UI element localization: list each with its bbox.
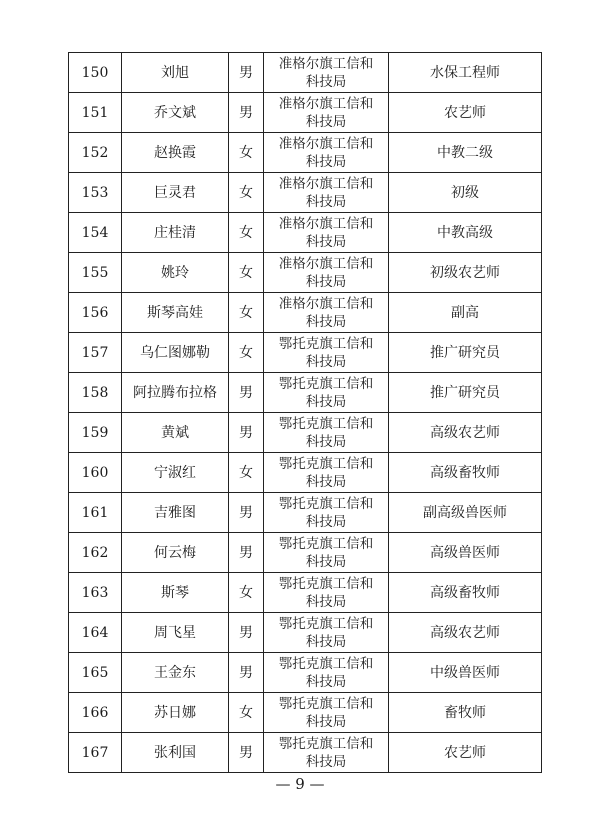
- row-number-cell: 166: [69, 693, 122, 733]
- row-number-cell: 159: [69, 413, 122, 453]
- organization-line-1: 鄂托克旗工信和: [278, 535, 374, 552]
- organization-line-1: 鄂托克旗工信和: [278, 455, 374, 472]
- table-row: [69, 733, 542, 773]
- organization-cell: [264, 413, 389, 453]
- name-cell: 苏日娜: [122, 693, 229, 733]
- organization-line-2: 科技局: [305, 393, 347, 410]
- gender-cell: 女: [229, 293, 264, 333]
- name-cell: 阿拉腾布拉格: [122, 373, 229, 413]
- organization-line-2: 科技局: [305, 513, 347, 530]
- row-number-cell: 157: [69, 333, 122, 373]
- name-cell: 王金东: [122, 653, 229, 693]
- professional-title-cell: 初级农艺师: [389, 253, 542, 293]
- row-number-cell: 161: [69, 493, 122, 533]
- organization-cell: [264, 373, 389, 413]
- gender-cell: 女: [229, 573, 264, 613]
- organization-line-1: 鄂托克旗工信和: [278, 335, 374, 352]
- table-row: [69, 613, 542, 653]
- gender-cell: 男: [229, 533, 264, 573]
- professional-title-cell: 副高级兽医师: [389, 493, 542, 533]
- organization-line-1: 鄂托克旗工信和: [278, 655, 374, 672]
- page-number: — 9 —: [275, 775, 325, 793]
- professional-title-cell: 高级畜牧师: [389, 573, 542, 613]
- name-cell: 斯琴: [122, 573, 229, 613]
- row-number-cell: 162: [69, 533, 122, 573]
- table-row: [69, 333, 542, 373]
- organization-cell: [264, 733, 389, 773]
- organization-line-1: 准格尔旗工信和: [278, 255, 374, 272]
- organization-line-2: 科技局: [305, 353, 347, 370]
- organization-line-1: 鄂托克旗工信和: [278, 495, 374, 512]
- table-row: [69, 573, 542, 613]
- organization-line-2: 科技局: [305, 673, 347, 690]
- professional-title-cell: 推广研究员: [389, 333, 542, 373]
- organization-line-1: 准格尔旗工信和: [278, 175, 374, 192]
- organization-line-2: 科技局: [305, 473, 347, 490]
- table-row: [69, 53, 542, 93]
- professional-title-cell: 副高: [389, 293, 542, 333]
- gender-cell: 男: [229, 733, 264, 773]
- table-row: [69, 93, 542, 133]
- gender-cell: 男: [229, 53, 264, 93]
- gender-cell: 女: [229, 133, 264, 173]
- table-row: [69, 693, 542, 733]
- row-number-cell: 156: [69, 293, 122, 333]
- organization-line-2: 科技局: [305, 273, 347, 290]
- organization-line-1: 鄂托克旗工信和: [278, 615, 374, 632]
- organization-cell: [264, 53, 389, 93]
- name-cell: 刘旭: [122, 53, 229, 93]
- row-number-cell: 160: [69, 453, 122, 493]
- gender-cell: 男: [229, 653, 264, 693]
- organization-cell: [264, 293, 389, 333]
- name-cell: 何云梅: [122, 533, 229, 573]
- organization-line-1: 鄂托克旗工信和: [278, 415, 374, 432]
- organization-line-1: 准格尔旗工信和: [278, 135, 374, 152]
- row-number-cell: 153: [69, 173, 122, 213]
- roster-table: [68, 52, 542, 773]
- organization-cell: [264, 213, 389, 253]
- table-row: [69, 413, 542, 453]
- organization-cell: [264, 173, 389, 213]
- organization-cell: [264, 253, 389, 293]
- row-number-cell: 152: [69, 133, 122, 173]
- gender-cell: 男: [229, 493, 264, 533]
- organization-line-2: 科技局: [305, 153, 347, 170]
- professional-title-cell: 水保工程师: [389, 53, 542, 93]
- gender-cell: 男: [229, 613, 264, 653]
- organization-line-2: 科技局: [305, 193, 347, 210]
- row-number-cell: 158: [69, 373, 122, 413]
- organization-cell: [264, 93, 389, 133]
- organization-cell: [264, 333, 389, 373]
- professional-title-cell: 高级农艺师: [389, 613, 542, 653]
- table-row: [69, 133, 542, 173]
- name-cell: 乔文斌: [122, 93, 229, 133]
- organization-line-1: 鄂托克旗工信和: [278, 735, 374, 752]
- gender-cell: 女: [229, 173, 264, 213]
- organization-line-2: 科技局: [305, 633, 347, 650]
- row-number-cell: 150: [69, 53, 122, 93]
- organization-line-2: 科技局: [305, 593, 347, 610]
- organization-line-2: 科技局: [305, 433, 347, 450]
- gender-cell: 女: [229, 253, 264, 293]
- organization-line-1: 准格尔旗工信和: [278, 95, 374, 112]
- row-number-cell: 165: [69, 653, 122, 693]
- organization-cell: [264, 653, 389, 693]
- professional-title-cell: 高级农艺师: [389, 413, 542, 453]
- name-cell: 宁淑红: [122, 453, 229, 493]
- table-row: [69, 213, 542, 253]
- row-number-cell: 154: [69, 213, 122, 253]
- professional-title-cell: 畜牧师: [389, 693, 542, 733]
- row-number-cell: 167: [69, 733, 122, 773]
- name-cell: 周飞星: [122, 613, 229, 653]
- name-cell: 巨灵君: [122, 173, 229, 213]
- organization-line-2: 科技局: [305, 313, 347, 330]
- name-cell: 斯琴高娃: [122, 293, 229, 333]
- table-row: [69, 653, 542, 693]
- organization-line-2: 科技局: [305, 713, 347, 730]
- name-cell: 张利国: [122, 733, 229, 773]
- table-row: [69, 453, 542, 493]
- row-number-cell: 163: [69, 573, 122, 613]
- gender-cell: 男: [229, 373, 264, 413]
- name-cell: 吉雅图: [122, 493, 229, 533]
- table-row: [69, 293, 542, 333]
- table-row: [69, 493, 542, 533]
- name-cell: 黄斌: [122, 413, 229, 453]
- row-number-cell: 164: [69, 613, 122, 653]
- professional-title-cell: 高级兽医师: [389, 533, 542, 573]
- row-number-cell: 155: [69, 253, 122, 293]
- organization-cell: [264, 533, 389, 573]
- table-row: [69, 373, 542, 413]
- table-row: [69, 533, 542, 573]
- name-cell: 姚玲: [122, 253, 229, 293]
- gender-cell: 女: [229, 453, 264, 493]
- name-cell: 赵换霞: [122, 133, 229, 173]
- professional-title-cell: 初级: [389, 173, 542, 213]
- organization-line-1: 鄂托克旗工信和: [278, 575, 374, 592]
- organization-cell: [264, 613, 389, 653]
- organization-line-1: 鄂托克旗工信和: [278, 375, 374, 392]
- row-number-cell: 151: [69, 93, 122, 133]
- organization-cell: [264, 573, 389, 613]
- organization-line-1: 准格尔旗工信和: [278, 215, 374, 232]
- professional-title-cell: 中教二级: [389, 133, 542, 173]
- organization-line-1: 鄂托克旗工信和: [278, 695, 374, 712]
- professional-title-cell: 中级兽医师: [389, 653, 542, 693]
- organization-line-2: 科技局: [305, 753, 347, 770]
- table-row: [69, 173, 542, 213]
- gender-cell: 女: [229, 693, 264, 733]
- organization-line-2: 科技局: [305, 113, 347, 130]
- organization-cell: [264, 693, 389, 733]
- professional-title-cell: 高级畜牧师: [389, 453, 542, 493]
- organization-cell: [264, 493, 389, 533]
- organization-line-2: 科技局: [305, 553, 347, 570]
- gender-cell: 女: [229, 213, 264, 253]
- gender-cell: 男: [229, 93, 264, 133]
- organization-line-1: 准格尔旗工信和: [278, 295, 374, 312]
- gender-cell: 男: [229, 413, 264, 453]
- professional-title-cell: 推广研究员: [389, 373, 542, 413]
- professional-title-cell: 中教高级: [389, 213, 542, 253]
- organization-cell: [264, 453, 389, 493]
- organization-cell: [264, 133, 389, 173]
- roster-table-body: [69, 53, 542, 773]
- name-cell: 乌仁图娜勒: [122, 333, 229, 373]
- professional-title-cell: 农艺师: [389, 733, 542, 773]
- organization-line-1: 准格尔旗工信和: [278, 55, 374, 72]
- organization-line-2: 科技局: [305, 233, 347, 250]
- gender-cell: 女: [229, 333, 264, 373]
- organization-line-2: 科技局: [305, 73, 347, 90]
- professional-title-cell: 农艺师: [389, 93, 542, 133]
- table-row: [69, 253, 542, 293]
- name-cell: 庄桂清: [122, 213, 229, 253]
